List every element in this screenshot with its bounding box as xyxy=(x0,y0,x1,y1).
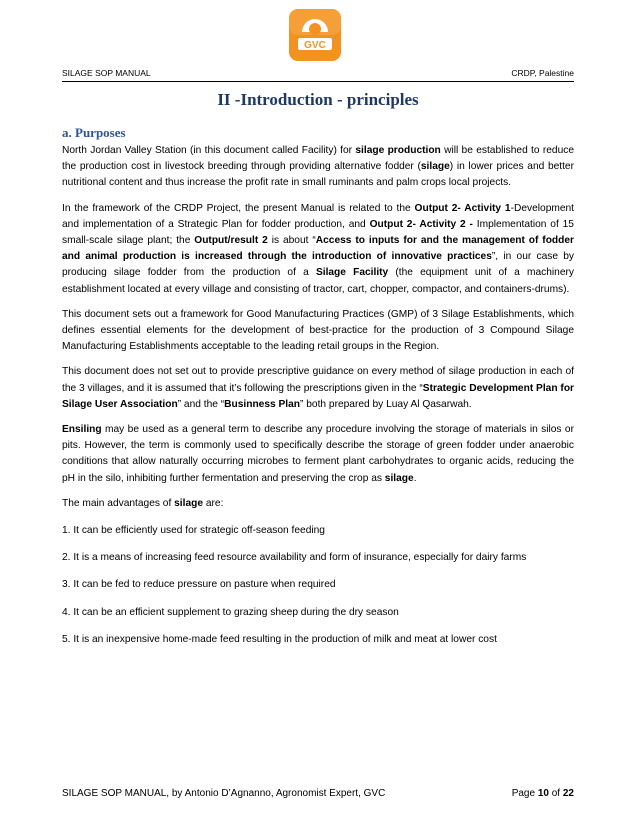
footer-left: SILAGE SOP MANUAL, by Antonio D’Agnanno, Agronomist Expert, GVC xyxy=(62,788,386,799)
list-item: 3. It can be fed to reduce pressure on pasture when required xyxy=(62,579,336,591)
paragraph-5: Ensiling may be used as a general term to describe any procedure involving the storage of materials in silos or pits. However, the term is commonly used to specifically describe the storage of green fodder under anaerobic conditions that allow naturally occurring microbes to ferment plant carbohydrates to organic acids, reducing the pH in the silo, inhibiting further fermentation and preserving the crop as silage. xyxy=(62,424,574,484)
list-item: 1. It can be efficiently used for strategic off-season feeding xyxy=(62,525,325,537)
list-item: 4. It can be an efficient supplement to grazing sheep during the dry season xyxy=(62,606,399,618)
list-item: 2. It is a means of increasing feed resource availability and form of insurance, especially for dairy farms xyxy=(62,552,527,564)
paragraph-1: North Jordan Valley Station (in this document called Facility) for silage production will be established to reduce the production cost in livestock breeding through providing alternative fodder (silage) in lower prices and better nutritional content and thus increase the profit rate in small ruminants and palm crops local projects. xyxy=(62,145,574,189)
gvc-logo xyxy=(288,8,342,62)
list-item: 5. It is an inexpensive home-made feed resulting in the production of milk and meat at lower cost xyxy=(62,633,497,645)
paragraph-6: The main advantages of silage are: xyxy=(62,497,224,509)
header-right: CRDP, Palestine xyxy=(511,68,574,78)
paragraph-2: In the framework of the CRDP Project, the present Manual is related to the Output 2- Activity 1-Development and implementation of a Strategic Plan for fodder production, and Output 2- Activity 2 - Implementation of 15 small-scale silage plant; the Output/result 2 is about “Access to inputs for and the management of fodder and animal production is increased through the introduction of innovative practices”, in our case by producing silage fodder from the production of a Silage Facility (the equipment unit of a machinery establishment located at every village and consisting of tractor, cart, chopper, compactor, and containers-drums). xyxy=(62,202,575,295)
page-title: II -Introduction - principles xyxy=(217,90,419,109)
paragraph-4: This document does not set out to provide prescriptive guidance on every method of silage production in each of the 3 villages, and it is assumed that it’s following the prescriptions given in the “Strategic Development Plan for Silage User Association” and the “Businness Plan” both prepared by Luay Al Qasarwah. xyxy=(62,366,575,410)
logo-text: GVC xyxy=(304,40,326,51)
paragraph-3: This document sets out a framework for Good Manufacturing Practices (GMP) of 3 Silage Establishments, which defines essential elements for the development of best-practice for the production of 3 Compound Silage Manufacturing Establishments acceptable to the leading retail groups in the Region. xyxy=(62,308,574,353)
section-heading: a. Purposes xyxy=(62,125,126,140)
page-number: Page 10 of 22 xyxy=(511,788,574,799)
document-body xyxy=(62,143,574,659)
page-footer xyxy=(62,788,574,802)
header-left: SILAGE SOP MANUAL xyxy=(62,68,151,78)
page-header xyxy=(62,67,574,82)
